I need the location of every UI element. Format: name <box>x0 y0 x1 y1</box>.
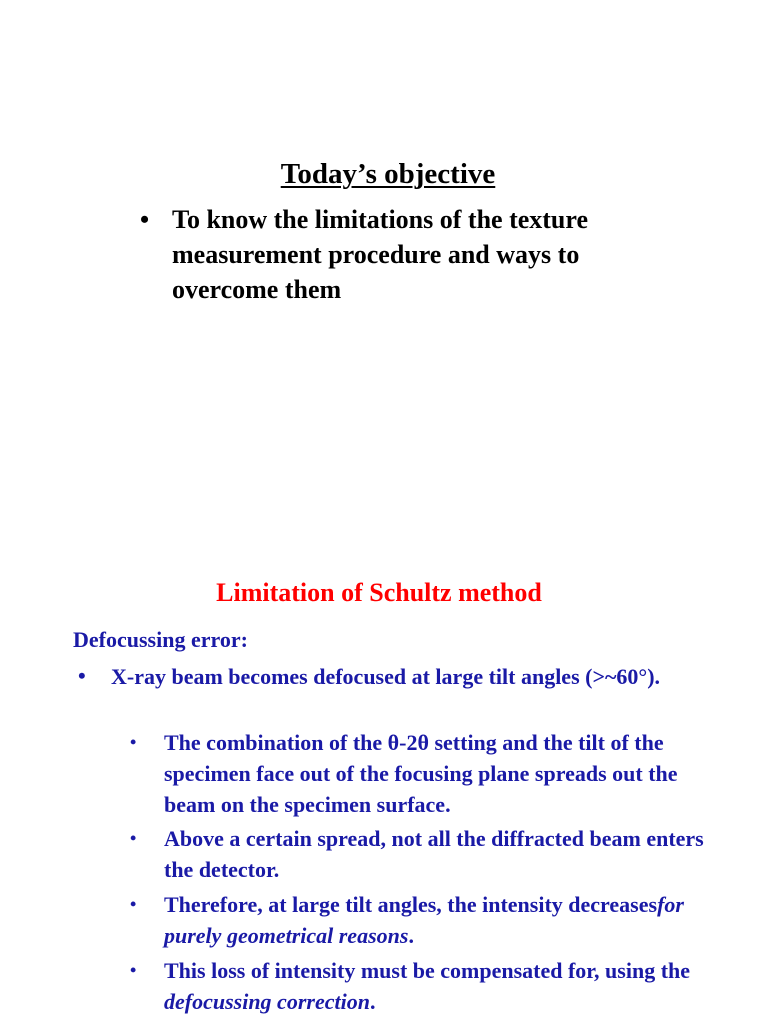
main-bullet-marker: • <box>78 663 86 688</box>
sub-bullet-italic-text: defocussing correction <box>164 989 370 1014</box>
limitation-slide <box>0 560 768 1024</box>
sub-bullet-marker: • <box>130 828 137 848</box>
sub-bullet-text <box>164 955 720 1017</box>
objective-title: Today’s objective <box>280 158 496 190</box>
objective-text: To know the limitations of the texture measurement procedure and ways to overcome them <box>172 205 588 304</box>
sub-bullet-marker: • <box>130 732 137 752</box>
limitation-title: Limitation of Schultz method <box>216 578 542 607</box>
sub-bullet-text <box>164 889 720 951</box>
sub-bullet-marker: • <box>130 894 137 914</box>
sub-bullet-text-part: Therefore, at large tilt angles, the intensity decreases <box>164 892 658 917</box>
sub-bullet-italic-text: for purely geometrical reasons <box>164 892 684 948</box>
defocussing-error-label: Defocussing error: <box>73 627 248 652</box>
sub-bullet-text-end: . <box>369 989 376 1014</box>
sub-bullet-text: Above a certain spread, not all the diffracted beam enters the detector. <box>164 826 704 882</box>
objective-bullet-marker: • <box>140 205 150 234</box>
main-bullet-text: X-ray beam becomes defocused at large tilt angles (>~60°). <box>111 664 661 689</box>
sub-bullet-text-end: . <box>408 923 414 948</box>
sub-bullet-text: The combination of the θ-2θ setting and the tilt of the specimen face out of the focusing plane spreads out the beam on the specimen surface. <box>164 730 678 817</box>
sub-bullet-text-part: This loss of intensity must be compensated for, using the <box>164 958 691 983</box>
sub-bullet-marker: • <box>130 960 137 980</box>
